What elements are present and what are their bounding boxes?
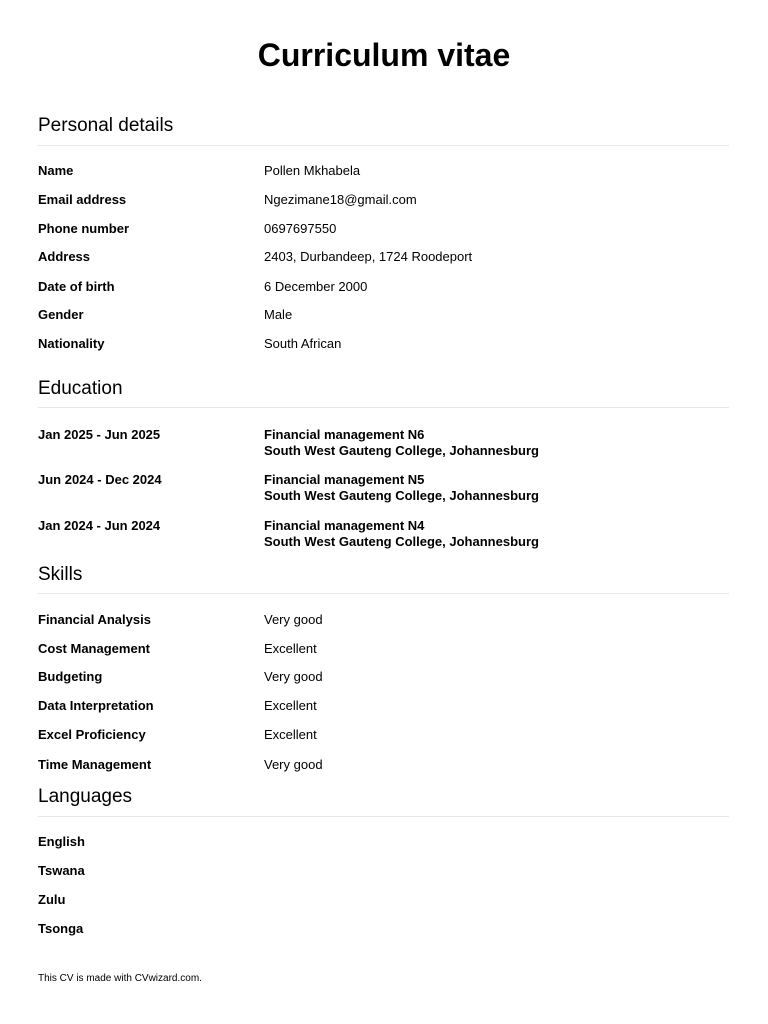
education-course: Financial management N4 <box>264 518 425 533</box>
education-period: Jan 2025 - Jun 2025 <box>38 427 161 442</box>
personal-value-name: Pollen Mkhabela <box>264 163 361 178</box>
education-school: South West Gauteng College, Johannesburg <box>264 534 539 549</box>
skill-label: Budgeting <box>38 669 103 684</box>
language-item: Zulu <box>38 892 66 907</box>
education-school: South West Gauteng College, Johannesburg <box>264 443 539 458</box>
skill-level: Very good <box>264 757 323 772</box>
section-divider <box>38 407 729 408</box>
section-divider <box>38 816 729 817</box>
personal-label-date-of-birth: Date of birth <box>38 279 115 294</box>
skill-label: Financial Analysis <box>38 612 151 627</box>
language-item: Tswana <box>38 863 85 878</box>
personal-label-address: Address <box>38 249 91 264</box>
personal-label-nationality: Nationality <box>38 336 105 351</box>
education-course: Financial management N5 <box>264 472 425 487</box>
skill-label: Cost Management <box>38 641 150 656</box>
language-item: Tsonga <box>38 921 84 936</box>
page-title: Curriculum vitae <box>257 37 511 73</box>
section-title-skills: Skills <box>38 564 83 585</box>
personal-value-date-of-birth: 6 December 2000 <box>264 279 368 294</box>
footer-note: This CV is made with CVwizard.com. <box>38 973 202 984</box>
section-divider <box>38 145 729 146</box>
education-period: Jun 2024 - Dec 2024 <box>38 472 162 487</box>
personal-label-phone: Phone number <box>38 221 130 236</box>
personal-value-phone: 0697697550 <box>264 221 337 236</box>
personal-label-gender: Gender <box>38 307 84 322</box>
education-school: South West Gauteng College, Johannesburg <box>264 488 539 503</box>
skill-level: Very good <box>264 669 323 684</box>
skill-label: Data Interpretation <box>38 698 154 713</box>
section-title-education: Education <box>38 378 123 399</box>
personal-label-name: Name <box>38 163 74 178</box>
section-title-personal-details: Personal details <box>38 115 174 136</box>
education-course: Financial management N6 <box>264 427 425 442</box>
skill-label: Time Management <box>38 757 152 772</box>
personal-value-nationality: South African <box>264 336 342 351</box>
personal-value-email: Ngezimane18@gmail.com <box>264 192 417 207</box>
personal-label-email: Email address <box>38 192 127 207</box>
skill-level: Excellent <box>264 641 317 656</box>
skill-level: Very good <box>264 612 323 627</box>
personal-value-gender: Male <box>264 307 293 322</box>
section-title-languages: Languages <box>38 786 133 807</box>
language-item: English <box>38 834 85 849</box>
skill-level: Excellent <box>264 727 317 742</box>
skill-level: Excellent <box>264 698 317 713</box>
education-period: Jan 2024 - Jun 2024 <box>38 518 161 533</box>
personal-value-address: 2403, Durbandeep, 1724 Roodeport <box>264 249 473 264</box>
section-divider <box>38 593 729 594</box>
skill-label: Excel Proficiency <box>38 727 146 742</box>
